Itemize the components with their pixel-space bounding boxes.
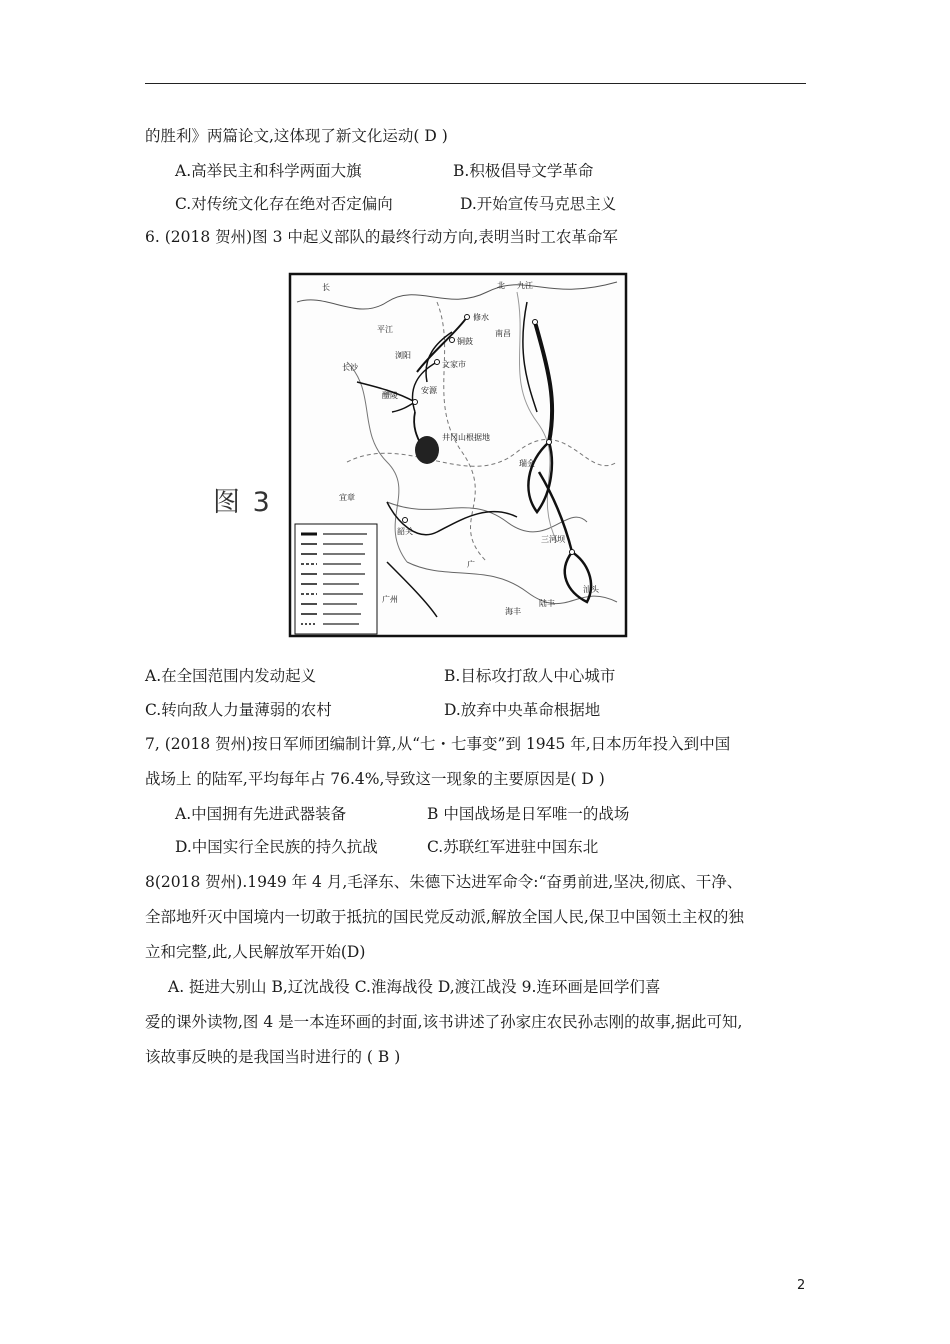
q7-stem-1: 7, (2018 贺州)按日军师团编制计算,从“七・七事变”到 1945 年,日本历年投入到中国	[145, 735, 731, 753]
map-place: 平江	[377, 325, 393, 334]
map-place: 浏阳	[395, 351, 411, 360]
map-place: 宜章	[339, 493, 355, 502]
q7-option-d: D.中国实行全民族的持久抗战	[175, 838, 378, 856]
map-place: 铜鼓	[457, 337, 473, 346]
q9-stem-3: 该故事反映的是我国当时进行的 ( B )	[145, 1048, 401, 1066]
q7-option-b: B 中国战场是日军唯一的战场	[427, 805, 630, 823]
q6-option-c: C.转向敌人力量薄弱的农村	[145, 701, 332, 719]
q6-option-a: A.在全国范围内发动起义	[145, 667, 317, 685]
q8-options-q9-start: A. 挺进大别山 B,辽沈战役 C.淮海战役 D,渡江战没 9.连环画是回学们喜	[168, 978, 661, 996]
map-place: 九江	[517, 281, 533, 290]
map-place: 瑞金	[519, 459, 535, 468]
q5-option-b: B.积极倡导文学革命	[453, 162, 594, 180]
map-place: 井冈山根据地	[442, 433, 490, 442]
figure-label: 图 3	[213, 487, 272, 518]
q9-stem-2: 爱的课外读物,图 4 是一本连环画的封面,该书讲述了孙家庄农民孙志刚的故事,据此可知,	[145, 1013, 743, 1031]
q6-option-b: B.目标攻打敌人中心城市	[444, 667, 616, 685]
map-place: 汕头	[583, 585, 599, 594]
map-place: 南昌	[495, 329, 511, 338]
page-number: 2	[797, 1278, 806, 1293]
q8-stem-1: 8(2018 贺州).1949 年 4 月,毛泽东、朱德下达进军命令:“奋勇前进,坚决,彻底、干净、	[145, 873, 743, 891]
q7-stem-2: 战场上 的陆军,平均每年占 76.4%,导致这一现象的主要原因是( D )	[145, 770, 605, 788]
map-place: 海丰	[505, 607, 521, 616]
q5-option-d: D.开始宣传马克思主义	[460, 195, 617, 213]
map-place: 三河坝	[541, 535, 565, 544]
q5-option-c: C.对传统文化存在绝对否定偏向	[175, 195, 393, 213]
q8-stem-2: 全部地歼灭中国境内一切敢于抵抗的国民党反动派,解放全国人民,保卫中国领土主权的独	[145, 908, 744, 926]
header-rule	[145, 83, 806, 84]
map-place: 北	[497, 281, 505, 290]
autumn-harvest-uprising-map	[287, 262, 629, 640]
map-place: 长沙	[342, 363, 358, 372]
q8-stem-3: 立和完整,此,人民解放军开始(D)	[145, 943, 366, 961]
q6-option-d: D.放弃中央革命根据地	[444, 701, 601, 719]
map-place: 醴陵	[382, 391, 398, 400]
map-place: 文家市	[442, 360, 466, 369]
map-place: 广	[467, 560, 475, 569]
q5-option-a: A.高举民主和科学两面大旗	[175, 162, 362, 180]
map-place: 长	[322, 283, 330, 292]
q7-option-a: A.中国拥有先进武器装备	[175, 805, 347, 823]
q7-option-c: C.苏联红军进驻中国东北	[427, 838, 599, 856]
map-place: 陆丰	[539, 599, 555, 608]
q5-stem-end: 的胜利》两篇论文,这体现了新文化运动( D )	[145, 127, 448, 145]
map-place: 修水	[473, 313, 489, 322]
map-place: 广州	[382, 595, 398, 604]
q6-stem: 6. (2018 贺州)图 3 中起义部队的最终行动方向,表明当时工农革命军	[145, 228, 618, 246]
map-place: 安源	[421, 386, 437, 395]
map-place: 韶关	[397, 527, 413, 536]
